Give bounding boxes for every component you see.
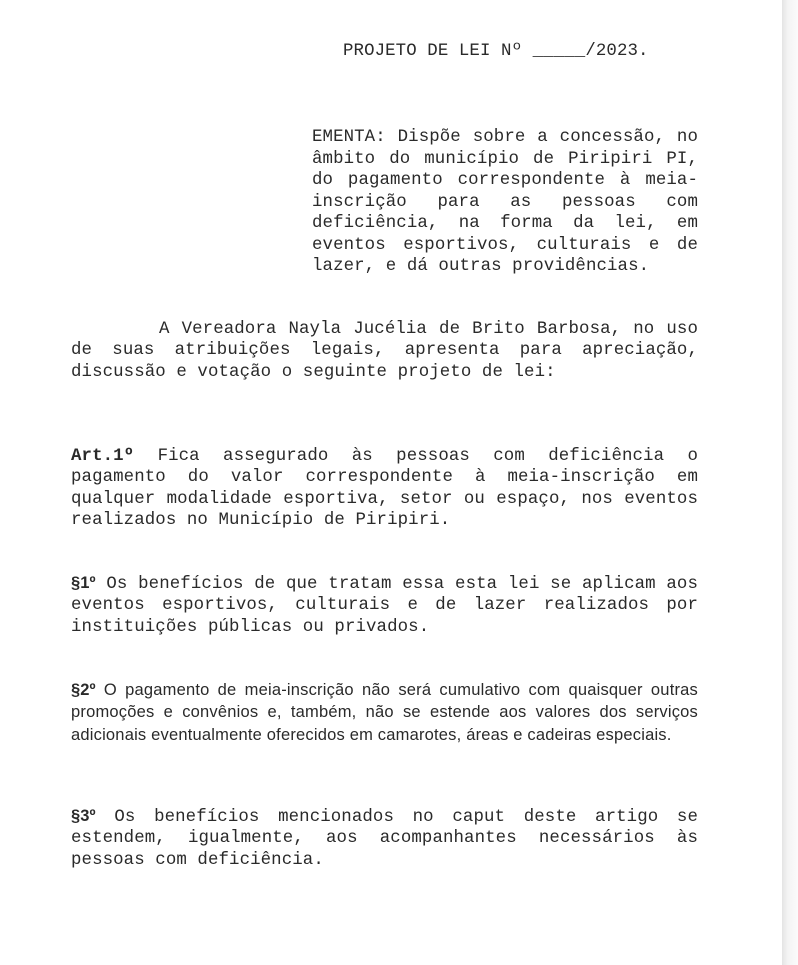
paragraph-2-label: §2º — [71, 681, 96, 699]
article-1 — [71, 446, 698, 531]
paragraph-3-text: Os benefícios mencionados no caput deste artigo se estendem, igualmente, aos acompanhantes necessários às pessoas com deficiência. — [71, 808, 698, 870]
paragraph-1-text: Os benefícios de que tratam essa esta lei se aplicam aos eventos esportivos, culturais e de lazer realizados por instituições públicas ou privados. — [71, 575, 698, 637]
paragraph-1-label: §1º — [71, 574, 96, 592]
article-1-text: Fica assegurado às pessoas com deficiência o pagamento do valor correspondente à meia-inscrição em qualquer modalidade esportiva, setor ou espaço, nos eventos realizados no Município de Piripiri. — [71, 447, 698, 530]
paragraph-3-label: §3º — [71, 807, 96, 825]
ementa-block: EMENTA: Dispõe sobre a concessão, no âmbito do município de Piripiri PI, do pagamento correspondente à meia-inscrição para as pessoas com deficiência, na forma da lei, em eventos esportivos, culturais e de lazer, e dá outras providências. — [312, 128, 698, 276]
document-title: PROJETO DE LEI Nº _____/2023. — [343, 42, 649, 61]
article-1-label: Art.1º — [71, 447, 135, 466]
intro-paragraph — [71, 319, 698, 383]
paragraph-2 — [71, 680, 698, 747]
page-edge-shadow — [782, 0, 798, 965]
intro-text: A Vereadora Nayla Jucélia de Brito Barbosa, no uso de suas atribuições legais, apresenta para apreciação, discussão e votação o seguinte projeto de lei: — [71, 320, 698, 382]
paragraph-1 — [71, 573, 698, 638]
paragraph-2-text: O pagamento de meia-inscrição não será cumulativo com quaisquer outras promoções e convênios e, também, não se estende aos valores dos serviços adicionais eventualmente oferecidos em camarotes, áreas e cadeiras especiais. — [71, 681, 698, 744]
paragraph-3 — [71, 806, 698, 871]
